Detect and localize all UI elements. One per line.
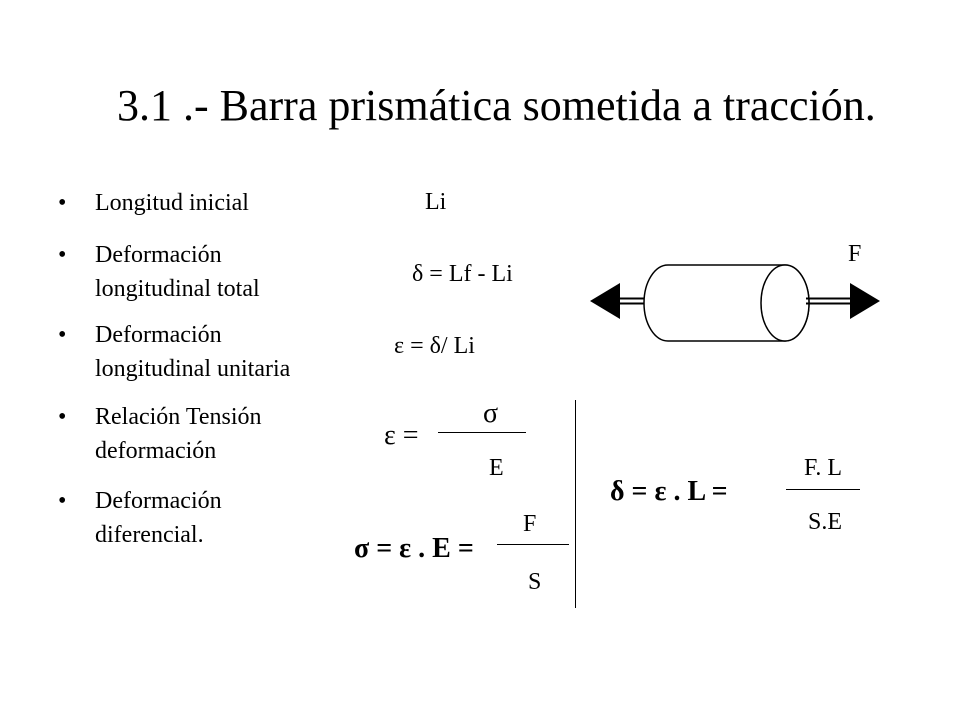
bullet-icon: • xyxy=(58,488,67,514)
formula-delta-denominator: S.E xyxy=(808,509,843,535)
bullet-text: Deformación xyxy=(95,242,222,268)
bullet-text-line2: longitudinal unitaria xyxy=(95,356,291,382)
formula-hooke-numerator: σ xyxy=(483,398,499,429)
bullet-text: Longitud inicial xyxy=(95,190,249,216)
formula-initial-length: Li xyxy=(425,189,447,215)
formula-stress-lhs: σ = ε . E = xyxy=(354,533,474,564)
formula-delta-lhs: δ = ε . L = xyxy=(610,476,728,507)
formula-delta-numerator: F. L xyxy=(804,455,843,481)
bullet-icon: • xyxy=(58,322,67,348)
formula-hooke-lhs: ε = xyxy=(384,420,419,451)
bullet-icon: • xyxy=(58,242,67,268)
bullet-text: Relación Tensión xyxy=(95,404,262,430)
bullet-icon: • xyxy=(58,404,67,430)
bullet-icon: • xyxy=(58,190,67,216)
bullet-text-line2: diferencial. xyxy=(95,522,204,548)
formula-total-deformation: δ = Lf - Li xyxy=(412,261,513,287)
formula-unit-deformation: ε = δ/ Li xyxy=(394,333,475,359)
bullet-text: Deformación xyxy=(95,322,222,348)
cylinder-bar xyxy=(644,265,809,341)
bullet-text: Deformación xyxy=(95,488,222,514)
force-label: F xyxy=(848,241,862,267)
formula-hooke-denominator: E xyxy=(489,455,504,481)
page-title: 3.1 .- Barra prismática sometida a tracción. xyxy=(117,81,876,130)
formula-stress-denominator: S xyxy=(528,569,542,595)
bullet-text-line2: deformación xyxy=(95,438,217,464)
formula-stress-numerator: F xyxy=(523,511,537,537)
arrow-right-icon xyxy=(806,283,880,319)
bullet-text-line2: longitudinal total xyxy=(95,276,260,302)
